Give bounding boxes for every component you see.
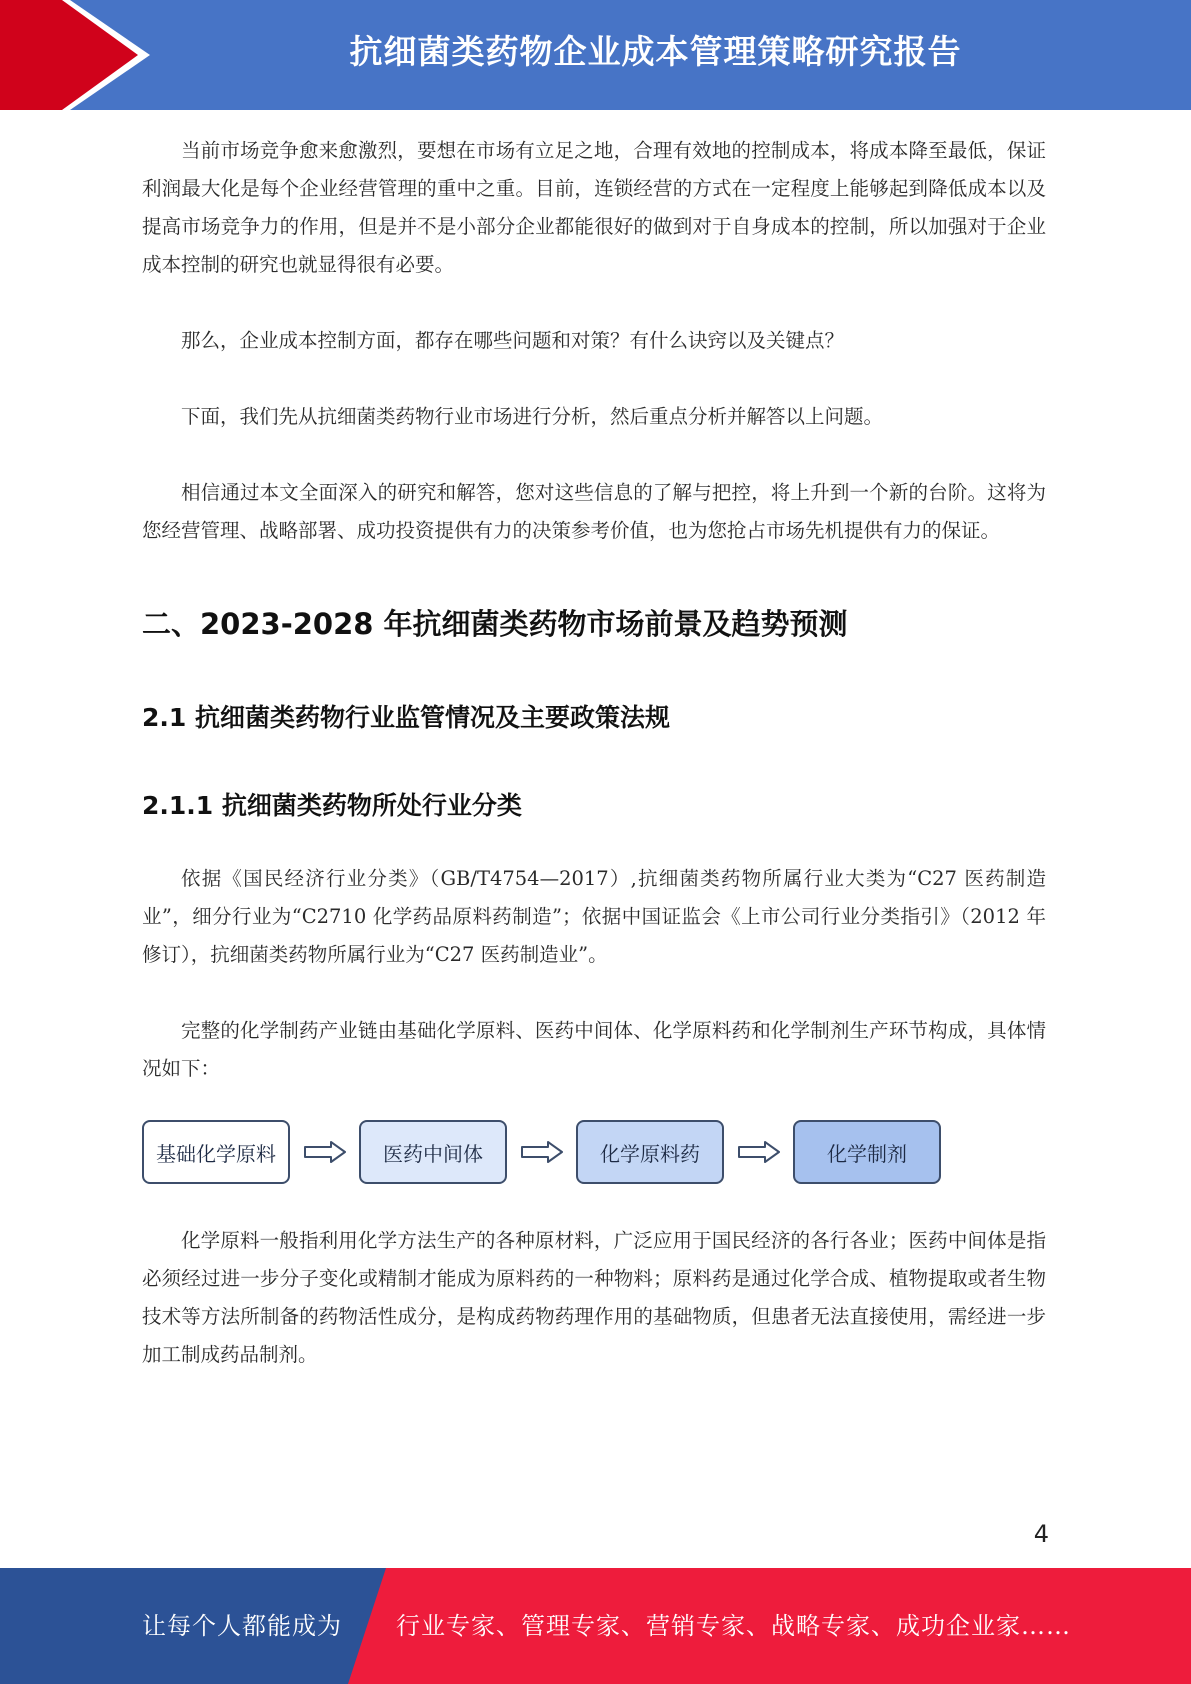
subsubsection-heading: 2.1.1 抗细菌类药物所处行业分类 — [142, 791, 522, 820]
intro-paragraph-2: 那么，企业成本控制方面，都存在哪些问题和对策？有什么诀窍以及关键点？ — [181, 329, 845, 352]
classification-paragraph: 依据《国民经济行业分类》（GB/T4754—2017）,抗细菌类药物所属行业大类为“C27 医药制造业”，细分行业为“C2710 化学药品原料药制造”；依据中国证监会《上市公司行业分类指引》（2012 年修订），抗细菌类药物所属行业为“C27 医药制造业”。 — [142, 867, 1046, 966]
chain-explanation-paragraph: 化学原料一般指利用化学方法生产的各种原材料，广泛应用于国民经济的各行各业；医药中间体是指必须经过进一步分子变化或精制才能成为原料药的一种物料；原料药是通过化学合成、植物提取或者生物技术等方法所制备的药物活性成分，是构成药物药理作用的基础物质，但患者无法直接使用，需经进一步加工制成药品制剂。 — [142, 1229, 1046, 1366]
intro-paragraph-1: 当前市场竞争愈来愈激烈，要想在市场有立足之地，合理有效地的控制成本，将成本降至最低，保证利润最大化是每个企业经营管理的重中之重。目前，连锁经营的方式在一定程度上能够起到降低成本以及提高市场竞争力的作用，但是并不是小部分企业都能很好的做到对于自身成本的控制，所以加强对于企业成本控制的研究也就显得很有必要。 — [142, 139, 1046, 276]
section-heading: 二、2023-2028 年抗细菌类药物市场前景及趋势预测 — [142, 607, 848, 641]
flow-box-basic-chemicals: 基础化学原料 — [142, 1120, 290, 1184]
intro-paragraph-4: 相信通过本文全面深入的研究和解答，您对这些信息的了解与把控，将上升到一个新的台阶。这将为您经营管理、战略部署、成功投资提供有力的决策参考价值，也为您抢占市场先机提供有力的保证。 — [142, 481, 1046, 542]
intro-paragraph-3: 下面，我们先从抗细菌类药物行业市场进行分析，然后重点分析并解答以上问题。 — [181, 405, 884, 428]
page-number: 4 — [1033, 1520, 1049, 1548]
right-arrow-icon — [724, 1120, 793, 1184]
footer-banner — [0, 1568, 1191, 1684]
footer-slogan-left: 让每个人都能成为 — [142, 1612, 342, 1640]
page-content — [142, 132, 1046, 1374]
footer-slogan-right: 行业专家、管理专家、营销专家、战略专家、成功企业家…… — [396, 1612, 1071, 1640]
flow-box-formulations: 化学制剂 — [793, 1120, 941, 1184]
right-arrow-icon — [507, 1120, 576, 1184]
chain-intro-paragraph: 完整的化学制药产业链由基础化学原料、医药中间体、化学原料药和化学制剂生产环节构成，具体情况如下： — [142, 1019, 1046, 1080]
header-banner — [0, 0, 1191, 110]
industry-chain-diagram — [142, 1118, 1046, 1186]
flow-box-api: 化学原料药 — [576, 1120, 724, 1184]
header-arrow-icon — [0, 0, 150, 110]
flow-box-intermediates: 医药中间体 — [359, 1120, 507, 1184]
subsection-heading: 2.1 抗细菌类药物行业监管情况及主要政策法规 — [142, 703, 670, 732]
report-title: 抗细菌类药物企业成本管理策略研究报告 — [349, 32, 962, 71]
right-arrow-icon — [290, 1120, 359, 1184]
